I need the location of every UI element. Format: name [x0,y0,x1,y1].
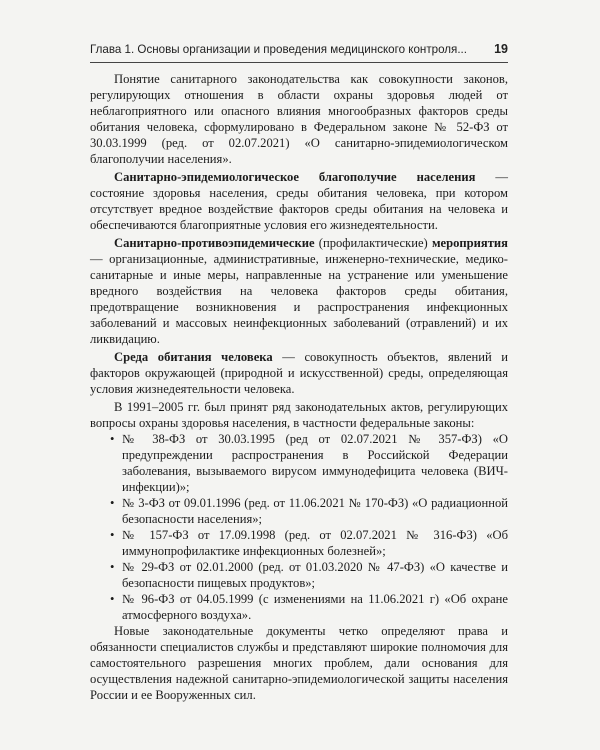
term-measures-b: мероприятия [431,236,508,250]
paragraph-habitat-definition [90,349,508,397]
header-rule [90,62,508,63]
page-number: 19 [494,42,508,56]
paragraph-measures-definition [90,235,508,347]
paragraph-conclusion: Новые законодательные документы четко определяют права и обязанности специалистов службы и представляют широкие полномочия для самостоятельного разрешения многих проблем, дали основания для осуществления надежной санитарно-эпидемиологической защиты населения России и ее Вооруженных сил. [90,624,508,702]
list-item-law: • № 38-ФЗ от 30.03.1995 (ред от 02.07.2021 № 357-ФЗ) «О предупреждении распространения в Российской Федерации заболевания, вызываемого вирусом иммунодефицита человека (ВИЧ-инфекции)»; [112,431,508,495]
term-wellbeing: Санитарно-эпидемиологическое благополучие населения [114,170,476,184]
term-habitat: Среда обитания человека [114,350,273,364]
laws-list [90,431,508,623]
term-measures-mid: (профилактические) [314,236,432,250]
page-body [90,71,508,703]
term-measures-a: Санитарно-противоэпидемические [114,236,315,250]
list-item-law: • № 3-ФЗ от 09.01.1996 (ред. от 11.06.2021 № 170-ФЗ) «О радиационной безопасности населения»; [112,495,508,527]
paragraph-sanitary-legislation: Понятие санитарного законодательства как совокупности законов, регулирующих отношения в области охраны здоровья людей от неблагоприятного или опасного влияния многообразных факторов среды обитания человека, сформулировано в Федеральном законе № 52-ФЗ от 30.03.1999 (ред. от 02.07.2021) «О санитарно-эпидемиологическом благополучии населения». [90,72,508,166]
paragraph-laws-intro: В 1991–2005 гг. был принят ряд законодательных актов, регулирующих вопросы охраны здоровья населения, в частности федеральные законы: [90,400,508,430]
definition-measures: — организационные, административные, инженерно-технические, медико-санитарные и иные меры, направленные на устранение или уменьшение вредного воздействия на человека факторов среды обитания, предотвращение возникновения и распространения инфекционных заболеваний и массовых неинфекционных заболеваний (отравлений) и их ликвидацию. [90,252,508,346]
definition-habitat: — совокупность объектов, явлений и факторов окружающей (природной и искусственной) среды, определяющая условия жизнедеятельности человека. [90,350,509,396]
paragraph-wellbeing-definition [90,169,508,233]
definition-wellbeing: — состояние здоровья населения, среды обитания человека, при котором отсутствует вредное воздействие факторов среды обитания на человека и обеспечиваются благоприятные условия его жизнедеятельности. [90,170,508,232]
chapter-title: Глава 1. Основы организации и проведения медицинского контроля... [90,43,467,56]
list-item-law: • № 29-ФЗ от 02.01.2000 (ред. от 01.03.2020 № 47-ФЗ) «О качестве и безопасности пищевых продуктов»; [112,559,508,591]
running-head [90,42,508,60]
list-item-law: • № 96-ФЗ от 04.05.1999 (с изменениями на 11.06.2021 г) «Об охране атмосферного воздуха». [112,591,508,623]
list-item-law: • № 157-ФЗ от 17.09.1998 (ред. от 02.07.2021 № 316-ФЗ) «Об иммунопрофилактике инфекционных болезней»; [112,527,508,559]
